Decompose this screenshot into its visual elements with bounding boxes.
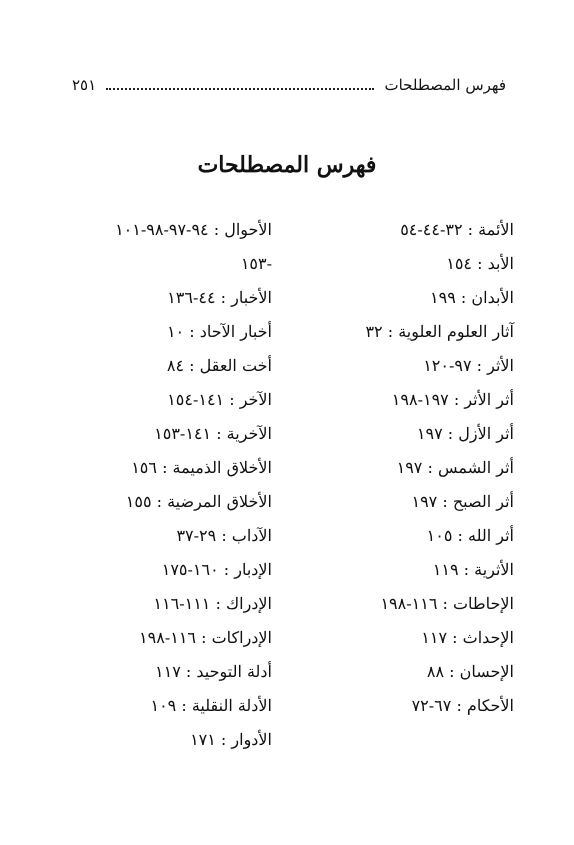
index-entry: الأخلاق الذميمة : ١٥٦: [131, 458, 272, 477]
index-entry: الإحسان : ٨٨: [426, 662, 514, 681]
index-entry: الإحاطات : ١١٦-١٩٨: [380, 594, 514, 613]
index-entry: الأثر : ٩٧-١٢٠: [423, 356, 514, 375]
index-entry: أخبار الآحاد : ١٠: [166, 322, 272, 341]
index-entry: الآخرية : ١٤١-١٥٣: [154, 424, 272, 443]
index-entry: الإدراكات : ١١٦-١٩٨: [139, 628, 272, 647]
index-entry: أثر الصبح : ١٩٧: [411, 492, 514, 511]
index-entry: الآداب : ٢٩-٣٧: [176, 526, 272, 545]
running-header: [72, 76, 506, 100]
index-entry: آثار العلوم العلوية : ٣٢: [365, 322, 514, 341]
index-entry: الأثرية : ١١٩: [432, 560, 514, 579]
index-entry: -١٥٣: [240, 254, 272, 273]
index-entry: الأحوال : ٩٤-٩٧-٩٨-١٠١: [115, 220, 272, 239]
index-entry: الإحداث : ١١٧: [421, 628, 514, 647]
index-entry: أخت العقل : ٨٤: [166, 356, 272, 375]
index-title: فهرس المصطلحات: [197, 152, 377, 178]
index-entry: أدلة التوحيد : ١١٧: [155, 662, 272, 681]
page-number: ٢٥١: [72, 76, 97, 94]
index-entry: أثر الله : ١٠٥: [426, 526, 514, 545]
index-entry: الآخر : ١٤١-١٥٤: [167, 390, 272, 409]
index-entry: أثر الأزل : ١٩٧: [416, 424, 514, 443]
index-entry: الإدبار : ١٦٠-١٧٥: [161, 560, 272, 579]
header-dotted-leader: [106, 88, 374, 90]
index-entry: الأبد : ١٥٤: [446, 254, 514, 273]
index-entry: الأخلاق المرضية : ١٥٥: [125, 492, 272, 511]
index-entry: أثر الشمس : ١٩٧: [396, 458, 514, 477]
index-entry: أثر الأثر : ١٩٧-١٩٨: [391, 390, 514, 409]
index-entry: الأئمة : ٣٢-٤٤-٥٤: [400, 220, 514, 239]
index-entry: الأخبار : ٤٤-١٣٦: [167, 288, 272, 307]
running-header-title: فهرس المصطلحات: [384, 76, 506, 94]
index-entry: الأدلة النقلية : ١٠٩: [150, 696, 272, 715]
index-column-left: [62, 218, 272, 762]
index-entry: الإدراك : ١١١-١١٦: [153, 594, 272, 613]
index-entry: الأدوار : ١٧١: [190, 730, 272, 749]
index-entry: الأبدان : ١٩٩: [430, 288, 514, 307]
index-entry: الأحكام : ٦٧-٧٢: [411, 696, 514, 715]
index-column-right: [304, 218, 514, 728]
